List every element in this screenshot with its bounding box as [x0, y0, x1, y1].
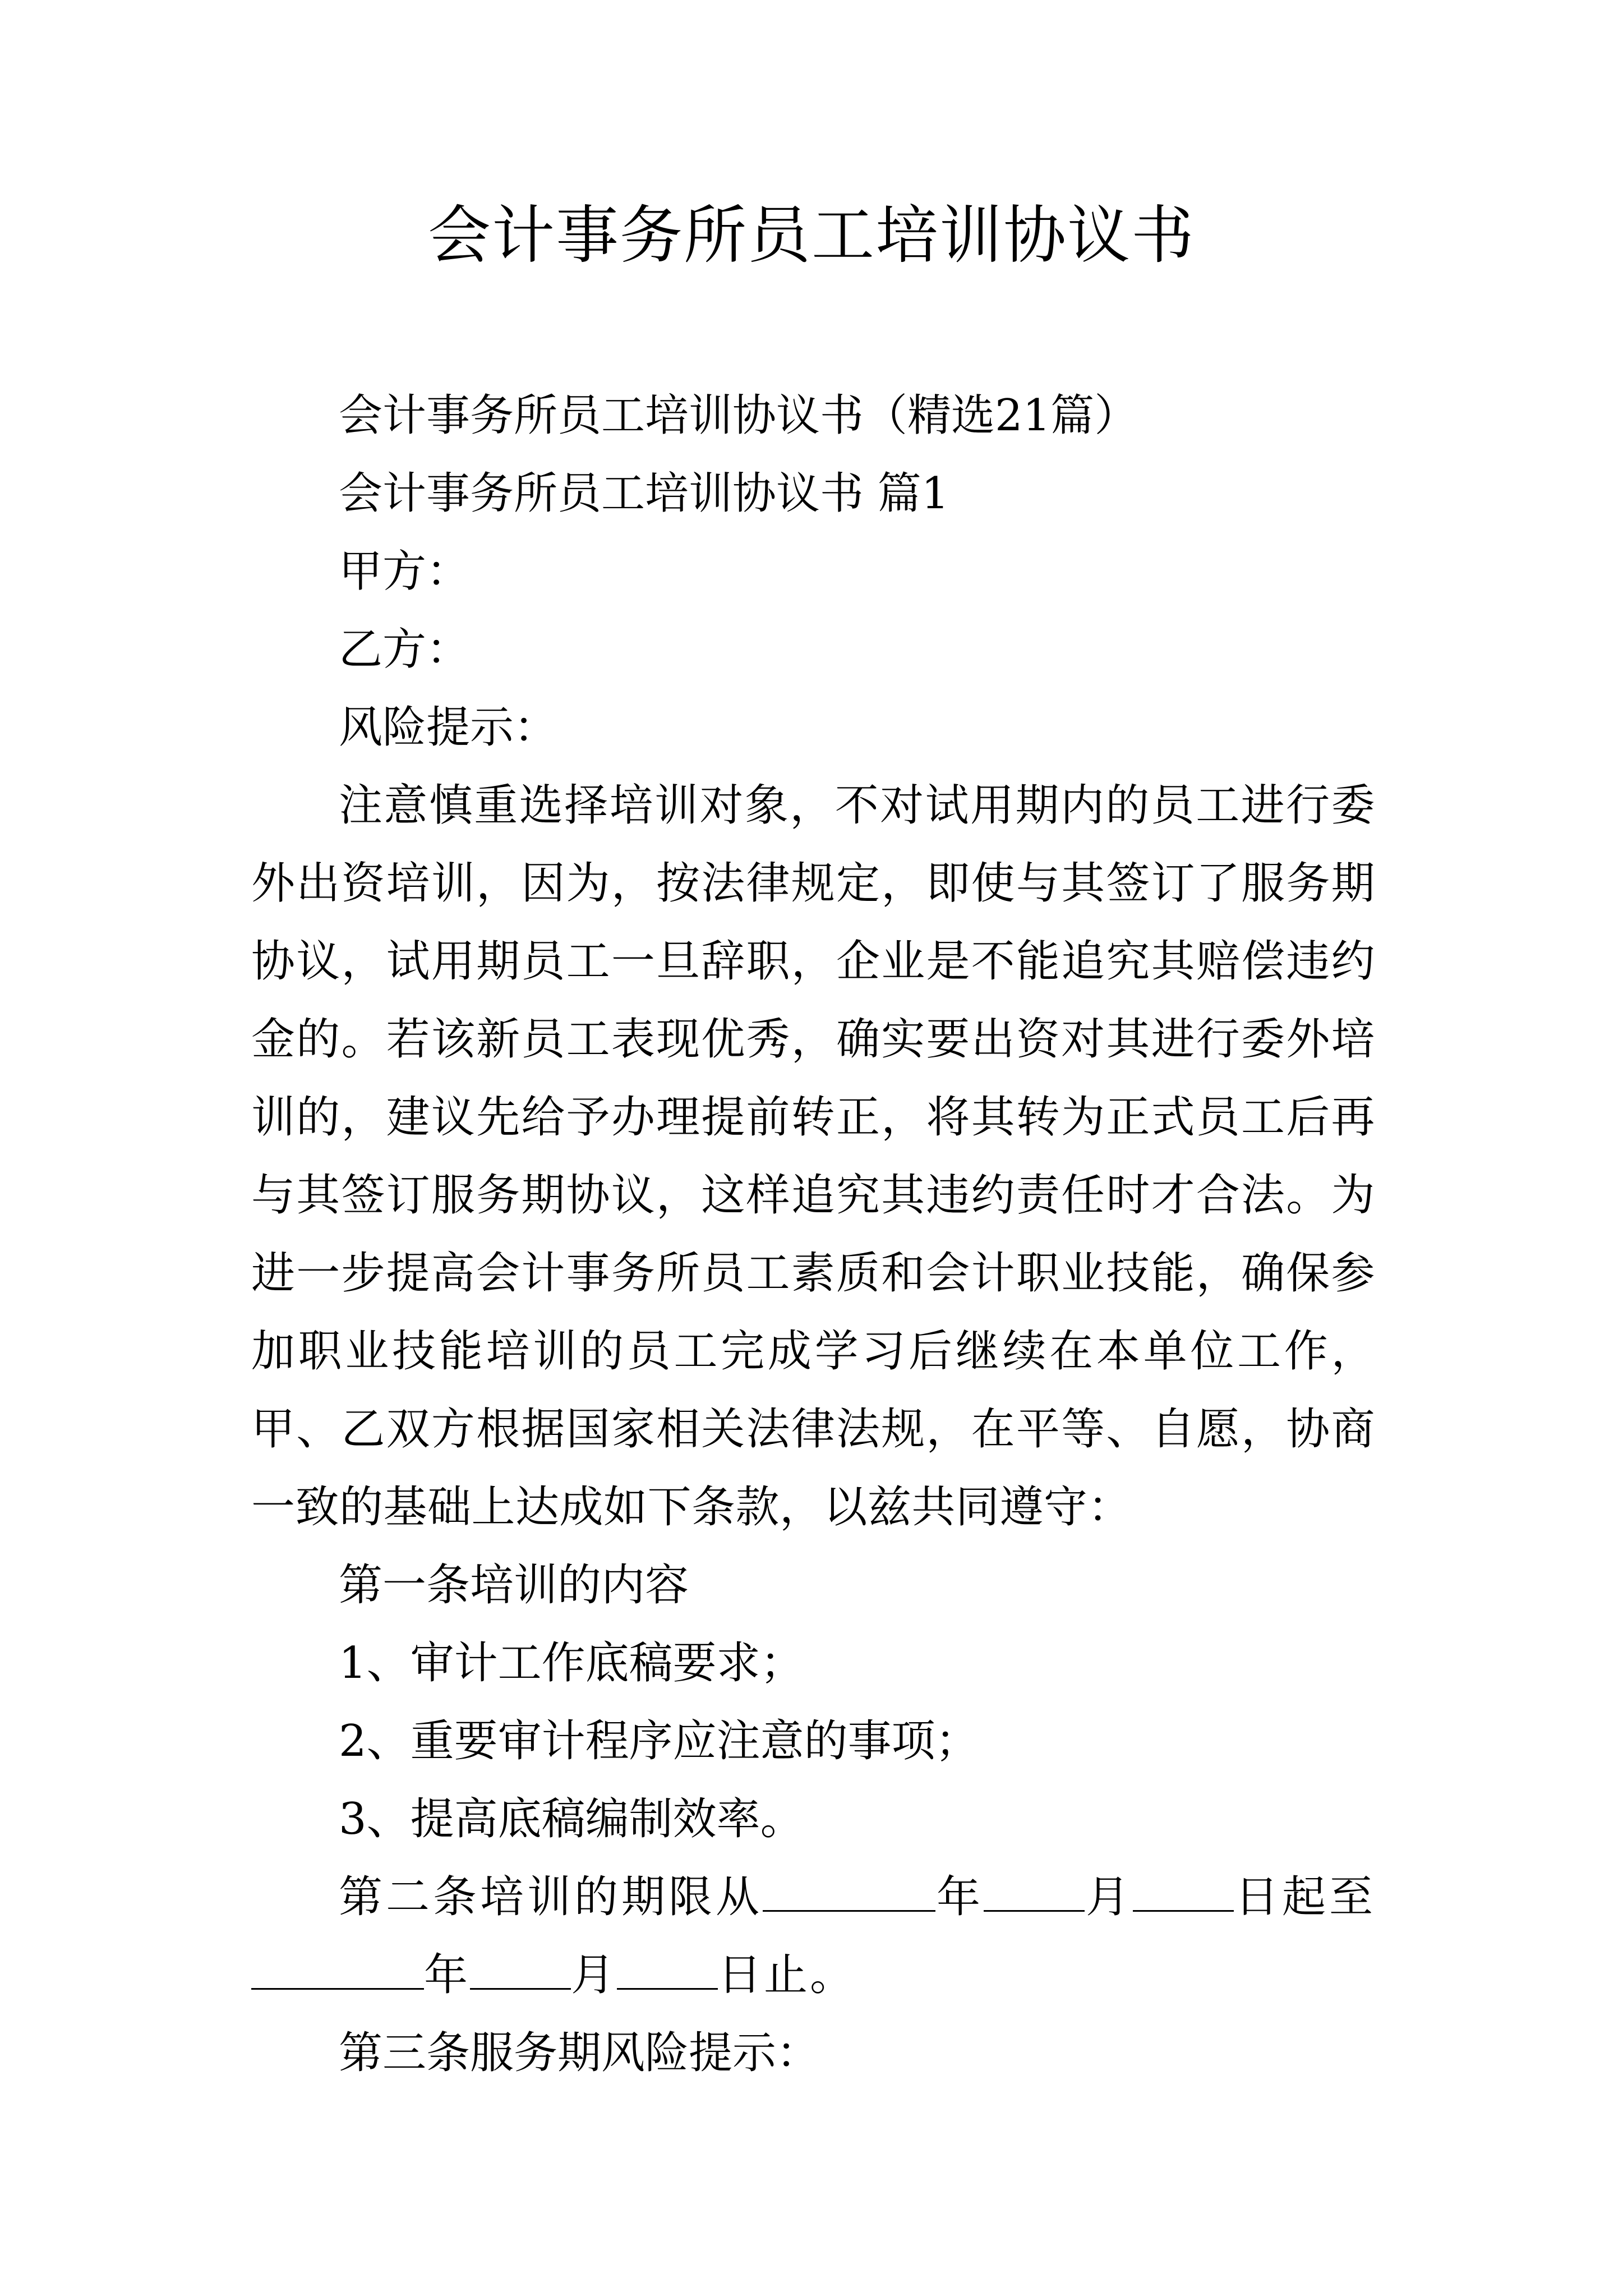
section-heading: 会计事务所员工培训协议书 篇1	[339, 468, 949, 519]
end-day-blank	[617, 1951, 718, 1990]
start-month-blank	[984, 1873, 1085, 1912]
party-b-label: 乙方：	[339, 624, 471, 675]
article2-training-period	[251, 1858, 1375, 2014]
end-year-blank	[251, 1951, 424, 1990]
article2-prefix: 第二条培训的期限从	[339, 1872, 763, 1922]
article3-title: 第三条服务期风险提示：	[339, 2028, 820, 2078]
article1-title: 第一条培训的内容	[339, 1560, 689, 1611]
article1-item-2: 2、重要审计程序应注意的事项；	[339, 1716, 979, 1766]
article2-year-2: 年	[424, 1950, 471, 2000]
article2-month-2: 月	[571, 1950, 617, 2000]
document-body	[251, 377, 1375, 2092]
article1-item-3: 3、提高底稿编制效率。	[339, 1794, 804, 1844]
risk-paragraph: 注意慎重选择培训对象，不对试用期内的员工进行委外出资培训，因为，按法律规定，即使与其签订了服务期协议，试用期员工一旦辞职，企业是不能追究其赔偿违约金的。若该新员工表现优秀，确实要出资对其进行委外培训的，建议先给予办理提前转正，将其转为正式员工后再与其签订服务期协议，这样追究其违约责任时才合法。为进一步提高会计事务所员工素质和会计职业技能，确保参加职业技能培训的员工完成学习后继续在本单位工作，甲、乙双方根据国家相关法律法规，在平等、自愿，协商一致的基础上达成如下条款，以兹共同遵守：	[251, 780, 1375, 1533]
document-title: 会计事务所员工培训协议书	[428, 199, 1195, 272]
article2-year-1: 年	[935, 1872, 984, 1922]
start-year-blank	[763, 1873, 935, 1912]
article1-item-1: 1、审计工作底稿要求；	[339, 1638, 804, 1688]
article2-month-1: 月	[1084, 1872, 1133, 1922]
article2-day-1: 日起至	[1233, 1872, 1375, 1922]
risk-label: 风险提示：	[339, 702, 558, 753]
start-day-blank	[1133, 1873, 1234, 1912]
article2-day-2: 日止。	[718, 1950, 856, 2000]
document-subtitle: 会计事务所员工培训协议书（精选21篇）	[339, 390, 1138, 441]
end-month-blank	[470, 1951, 571, 1990]
party-a-label: 甲方：	[339, 546, 471, 597]
